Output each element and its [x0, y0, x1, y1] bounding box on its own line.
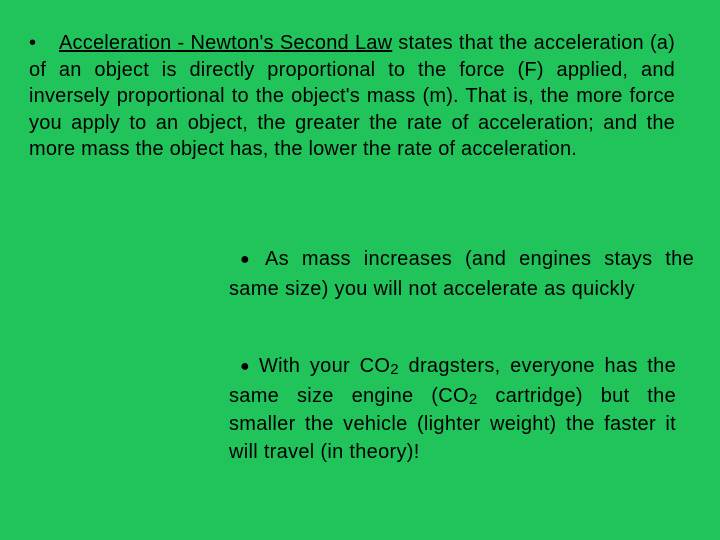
main-bullet-paragraph — [29, 30, 675, 163]
main-bullet-body: states that the acceleration (a) of an object is directly proportional to the force (F) applied, and inversely proportional to the object's mass (m). That is, the more force you apply to an object, the greater the rate of acceleration; and the more mass the object has, the lower the rate of acceleration. — [29, 32, 675, 160]
bullet-marker: • — [29, 32, 37, 54]
sub-bullet-co2-text-after: cartridge) but the smaller the vehicle (lighter weight) the faster it will travel (in theory)! — [229, 385, 676, 463]
sub-bullet-co2-text-middle: dragsters, everyone has the same size engine (CO — [229, 355, 676, 407]
sub-bullet-mass-text: As mass increases (and engines stays the same size) you will not accelerate as quickly — [229, 248, 694, 300]
title-separator: - — [177, 32, 185, 54]
co2-subscript: 2 — [390, 361, 399, 378]
sub-bullet-co2-text-before: With your CO — [259, 355, 391, 377]
sub-bullet-marker: ● — [240, 358, 250, 375]
title-word-newtons: Newton's — [190, 32, 274, 54]
sub-bullet-co2 — [229, 352, 676, 466]
sub-bullet-marker: ● — [240, 251, 250, 268]
co2-subscript-2: 2 — [468, 391, 478, 408]
title-word-law: Law — [354, 32, 393, 54]
title-word-acceleration: Acceleration — [59, 32, 172, 54]
title-word-second: Second — [279, 32, 349, 54]
sub-bullet-mass — [229, 245, 694, 303]
